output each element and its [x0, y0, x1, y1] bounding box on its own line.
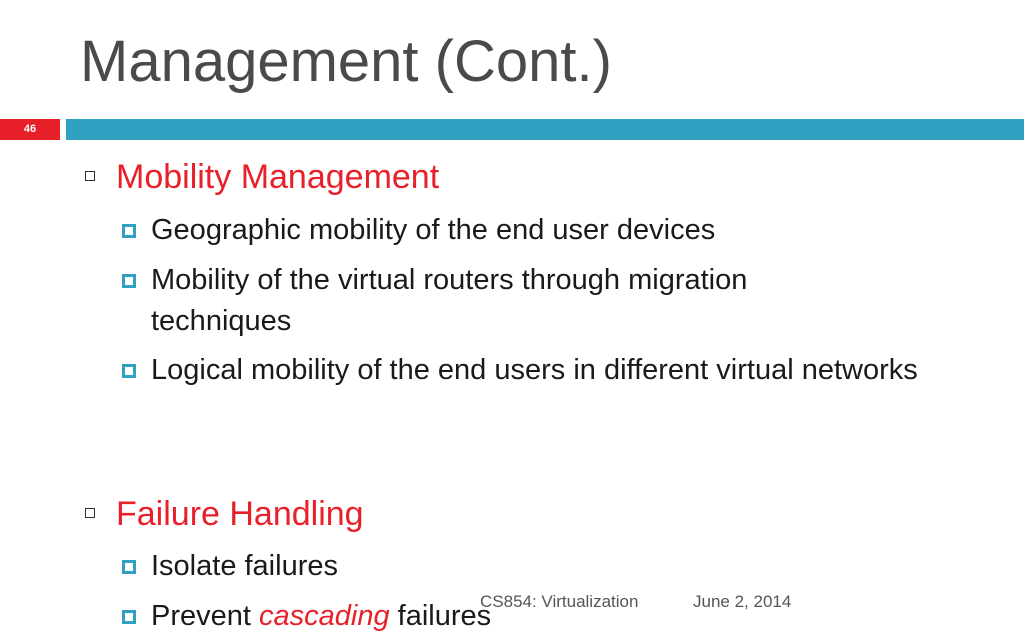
list-item-text: Geographic mobility of the end user devices — [151, 214, 716, 246]
title-divider-bar — [66, 119, 1024, 140]
list-item-suffix: failures — [389, 600, 492, 632]
footer-course: CS854: Virtualization — [480, 592, 639, 611]
square-bullet-icon — [122, 364, 136, 378]
section-heading-text: Failure Handling — [116, 495, 364, 533]
square-bullet-icon — [122, 274, 136, 288]
slide-number-badge: 46 — [0, 119, 60, 140]
square-bullet-icon — [122, 610, 136, 624]
square-bullet-icon — [122, 224, 136, 238]
square-bullet-icon — [122, 560, 136, 574]
footer-date: June 2, 2014 — [693, 592, 792, 611]
emphasis-text: cascading — [259, 600, 390, 632]
hollow-square-bullet-icon — [85, 171, 95, 181]
list-item-text: Isolate failures — [151, 550, 338, 582]
slide-title: Management (Cont.) — [80, 29, 612, 94]
list-item-prefix: Prevent — [151, 600, 259, 632]
list-item-text: Logical mobility of the end users in different virtual networks — [151, 354, 918, 386]
hollow-square-bullet-icon — [85, 508, 95, 518]
list-item-text: Mobility of the virtual routers through migration techniques — [151, 264, 748, 337]
section-heading-text: Mobility Management — [116, 158, 440, 196]
